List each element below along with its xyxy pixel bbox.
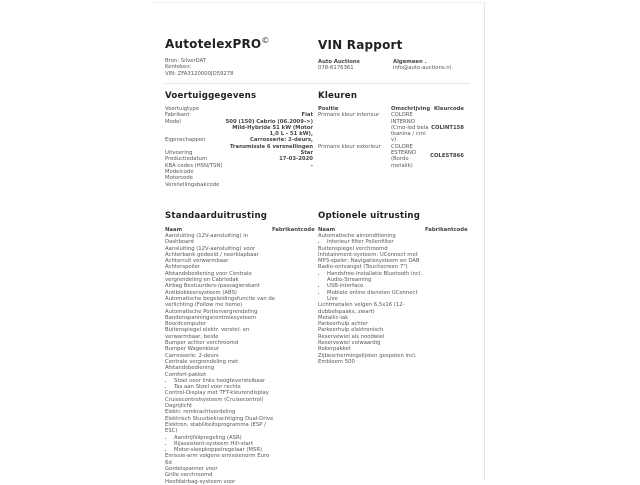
color-position: Primaire kleur interieur: [318, 112, 380, 119]
equipment-item: Airbag Bestuurders-/passagierskant: [165, 283, 260, 290]
equipment-item: Rokerpakket: [318, 346, 351, 353]
color-code: COLEST866: [430, 153, 464, 160]
equipment-subitem: • Interieur filter Pollenfilter: [327, 239, 424, 245]
equipment-item: Boordcomputer: [165, 321, 207, 328]
vehicle-value: -: [310, 162, 313, 169]
vehicle-value: Carrosserie: 2-deurs, Transmissie 6 versnellingen: [229, 137, 313, 150]
equipment-item: Achterruit verwarmbaar: [165, 258, 229, 265]
vehicle-value: [223, 182, 313, 188]
general-label: Algemeen .: [393, 59, 427, 65]
equipment-item: Aansluiting (12V-aansluiting) voor: [165, 245, 255, 252]
optional-list: [318, 233, 424, 365]
standard-col-name: Naam: [165, 227, 183, 233]
source-line: Bron: SilverDAT: [165, 58, 207, 64]
vin-line: VIN: ZFA3120000JD59278: [165, 70, 234, 77]
equipment-sublist: [165, 378, 275, 391]
col-code: Kleurcode: [433, 106, 464, 112]
equipment-item: Buitenspiegel verchroomd: [318, 245, 388, 252]
equipment-item: Carrosserie: 2-deurs: [165, 352, 219, 359]
standard-heading: Standaarduitrusting: [165, 211, 268, 221]
dealer-contact: [318, 59, 360, 72]
vehicle-label: Modelcode: [165, 168, 194, 175]
equipment-item: Parkeerhulp achter: [318, 321, 369, 328]
equipment-item: Lichtmetalen velgen 6,5x16 (12-dubbelspaaks, zwart): [318, 302, 405, 315]
brand-name: AutotelexPRO: [165, 37, 262, 51]
equipment-subitem: • Tas aan Stoel voor rechts: [174, 384, 275, 390]
vehicle-label: Fabrikant: [165, 112, 190, 119]
vehicle-row: [165, 182, 313, 188]
vehicle-label: KBA codes (HSN/TSN): [165, 162, 223, 169]
equipment-subitem: • Stoel voor links hoogteverstelbaar: [174, 378, 275, 384]
colors-heading: Kleuren: [318, 91, 358, 101]
equipment-item: Elektrisch Stuurbekrachtiging Dual-Drive: [165, 415, 274, 422]
vehicle-row: [165, 137, 313, 150]
equipment-item: Cruisecontrolsysteem (Cruisecontrol): [165, 396, 264, 403]
vehicle-label: Versnellingsbakcode: [165, 181, 220, 188]
vehicle-label: Motorcode: [165, 175, 193, 182]
color-description: COLORE INTERNO (Crno-led bela tkanina / crni v): [390, 112, 429, 144]
equipment-item: Emissie-arm volgens emissienorm Euro 6d: [165, 453, 270, 466]
equipment-item: Aansluiting (12V-aansluiting) in Dashboard: [165, 233, 249, 246]
dealer-email: info@auto-auctions.nl: [393, 65, 452, 72]
standard-list: [165, 233, 275, 485]
brand-logo: [165, 36, 270, 51]
equipment-item: Buitenspiegel elektr. verstel- en verwarmbaar, beide: [165, 327, 250, 340]
color-position: Primaire kleur exterieur: [318, 143, 381, 150]
col-description: Omschrijving: [390, 106, 431, 112]
equipment-sublist: [165, 435, 275, 454]
report-title: VIN Rapport: [318, 38, 403, 52]
color-row: [318, 112, 464, 143]
vehicle-label: Voertuigtype: [165, 106, 199, 112]
equipment-item: Achterspoiler: [165, 264, 201, 271]
equipment-item: Reservewiel als noodwiel: [318, 333, 385, 340]
col-position: Positie: [318, 106, 339, 112]
source-info: [165, 58, 234, 77]
vehicle-label: Productiedatum: [165, 156, 208, 163]
equipment-item: Grille verchroomd: [165, 472, 213, 479]
equipment-subitem: • Rijassistent-systeem Hill-start: [174, 441, 275, 447]
equipment-subitem: • USB-interface: [327, 283, 424, 289]
general-contact: [393, 59, 451, 72]
equipment-item: Automatische Portiervergrendeling: [165, 308, 258, 315]
color-row: [318, 144, 464, 169]
equipment-subitem: • Aandrijfslipregeling (ASR): [174, 435, 275, 441]
equipment-subitem: • Mobiele online diensten UConnect Live: [327, 290, 424, 303]
brand-mark: ©: [261, 36, 270, 45]
vehicle-table: [165, 106, 313, 188]
equipment-item: Afstandsbediening voor Centrale vergrendeling en Cabriodak: [165, 270, 252, 284]
equipment-item: Metallic-lak: [318, 314, 349, 321]
optional-col-code: Fabrikantcode: [425, 227, 468, 233]
equipment-item: Hoofdairbag-systeem voor: [165, 478, 236, 485]
equipment-item: Reservewiel volwaardig: [318, 340, 381, 347]
vehicle-row: [165, 119, 313, 138]
colors-table: [318, 106, 464, 169]
color-description: COLORE ESTERNO (Bordo metalik): [390, 143, 417, 169]
equipment-item: Parkeerhulp elektronisch: [318, 327, 384, 334]
equipment-item: Elektr. remkrachtverdeling: [165, 409, 236, 416]
equipment-item: Centrale vergrendeling met Afstandsbediening: [165, 358, 239, 372]
equipment-item: Antiblokkeersysteem (ABS): [165, 289, 237, 296]
equipment-item: Control-Display met TFT-kleurendisplay: [165, 390, 269, 397]
equipment-item: Infotainment-systeem: UConnect met MP3-speler, Navigatiesysteem en DAB Radio-ontvangst (Touchscreen 7"): [318, 251, 420, 271]
equipment-subitem: • Handsfree-installatie Bluetooth incl. Audio-Streaming: [327, 271, 424, 284]
dealer-name: Auto Auctions: [318, 59, 360, 65]
vehicle-heading: Voertuiggegevens: [165, 91, 257, 101]
equipment-item: Bandenspanningscontrolesysteem: [165, 314, 257, 321]
plate-line: Kenteken:: [165, 64, 192, 71]
equipment-subitem: • Motor-sleepkoppelregelaar (MSR): [174, 447, 275, 453]
vehicle-value: Fiat: [301, 112, 313, 119]
optional-heading: Optionele uitrusting: [318, 211, 421, 221]
vehicle-value: Star: [300, 150, 313, 157]
vehicle-label: Model: [165, 118, 181, 125]
equipment-item: Comfort-pakket: [165, 371, 207, 378]
vehicle-value: 17-03-2020: [279, 156, 313, 163]
vehicle-label: Uitvoering: [165, 150, 193, 157]
equipment-item: Gordelspanner voor: [165, 465, 218, 472]
color-code: COLINT158: [431, 124, 464, 131]
vehicle-label: Eigenschappen: [165, 137, 206, 144]
equipment-item: Bumper achter verchroomd: [165, 340, 239, 347]
standard-col-code: Fabrikantcode: [272, 227, 315, 233]
equipment-item: Automatische begeleidingsfunctie van de verlichting (Follow me home): [165, 295, 276, 309]
equipment-item: Automatische airconditioning: [318, 233, 396, 239]
divider: [165, 83, 470, 84]
equipment-item: Zijbeschermingslijsten gespoten incl. Embleem 500: [318, 352, 417, 365]
equipment-item: Dagrijlicht: [165, 403, 193, 410]
vehicle-value: 500 (150) Cabrio (06.2009->) Mild-Hybride 51 kW (Motor 1,0 L - 51 kW),: [225, 118, 313, 138]
equipment-item: Bumper Wagenkleur: [165, 346, 220, 353]
equipment-sublist: [318, 271, 424, 302]
equipment-item: Elektron. stabiliteitsprogramma (ESP / ESC): [165, 421, 266, 435]
optional-col-name: Naam: [318, 227, 336, 233]
equipment-item: Achterbank gedeeld / neerklapbaar: [165, 251, 259, 258]
dealer-phone: 078-6176361: [318, 65, 354, 72]
